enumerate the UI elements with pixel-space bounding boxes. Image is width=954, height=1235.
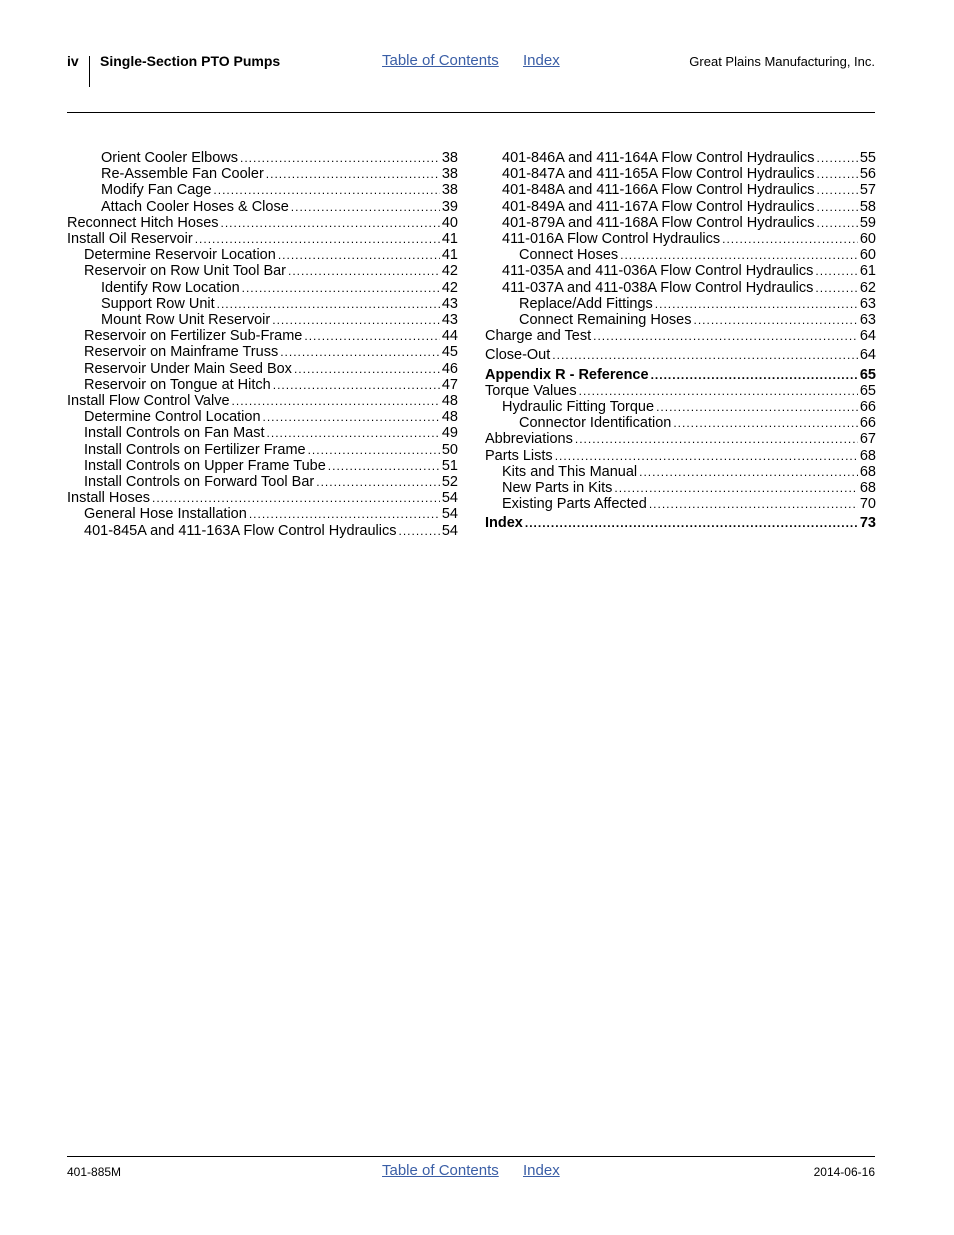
toc-entry[interactable] [485, 199, 876, 215]
toc-entry-page: 46 [441, 360, 458, 377]
footer-index-link[interactable]: Index [523, 1162, 560, 1179]
toc-entry[interactable] [485, 496, 876, 512]
toc-entry-label: Connect Remaining Hoses [519, 312, 692, 329]
toc-entry-label: Reconnect Hitch Hoses [67, 214, 219, 231]
toc-leader-dots [816, 182, 857, 198]
toc-entry-label: Appendix R - Reference [485, 366, 649, 383]
toc-entry-label: 401-847A and 411-165A Flow Control Hydraulics [502, 166, 815, 183]
toc-entry-page: 48 [441, 393, 458, 410]
toc-leader-dots [816, 199, 857, 215]
toc-entry-page: 57 [859, 182, 876, 199]
toc-entry[interactable] [485, 312, 876, 328]
toc-entry[interactable] [485, 231, 876, 247]
toc-entry-label: Attach Cooler Hoses & Close [101, 198, 289, 215]
toc-entry-label: Orient Cooler Elbows [101, 150, 238, 166]
toc-entry[interactable] [67, 458, 458, 474]
toc-leader-dots [242, 280, 440, 296]
toc-entry[interactable] [485, 328, 876, 344]
toc-entry-page: 60 [859, 247, 876, 264]
toc-entry-label: Hydraulic Fitting Torque [502, 399, 655, 416]
toc-leader-dots [195, 231, 440, 247]
toc-entry[interactable] [485, 247, 876, 263]
toc-entry-label: Identify Row Location [101, 279, 240, 296]
toc-entry-label: Connector Identification [519, 415, 672, 432]
toc-entry-label: Abbreviations [485, 431, 573, 448]
toc-entry[interactable] [485, 431, 876, 447]
toc-entry-page: 47 [441, 376, 458, 393]
document-number: 401-885M [67, 1165, 122, 1179]
toc-entry-label: Charge and Test [485, 328, 592, 345]
toc-entry[interactable] [67, 425, 458, 441]
company-name: Great Plains Manufacturing, Inc. [689, 54, 875, 69]
toc-entry-label: Install Oil Reservoir [67, 231, 193, 248]
toc-entry-label: Install Controls on Forward Tool Bar [84, 474, 315, 491]
toc-entry-label: Modify Fan Cage [101, 182, 212, 199]
toc-entry-label: Install Controls on Upper Frame Tube [84, 457, 326, 474]
toc-entry-label: Install Controls on Fan Mast [84, 425, 265, 442]
header-rule [67, 112, 875, 113]
toc-entry-label: 401-845A and 411-163A Flow Control Hydraulics [84, 522, 397, 539]
toc-leader-dots [579, 383, 858, 399]
toc-entry[interactable] [485, 464, 876, 480]
toc-entry-label: Torque Values [485, 382, 577, 399]
toc-entry-page: 68 [859, 463, 876, 480]
toc-entry[interactable] [67, 150, 458, 166]
toc-leader-dots [525, 515, 858, 531]
footer-toc-link[interactable]: Table of Contents [382, 1162, 499, 1179]
toc-leader-dots [273, 377, 440, 393]
toc-entry-page: 68 [859, 447, 876, 464]
toc-leader-dots [316, 474, 440, 490]
toc-leader-dots [266, 166, 440, 182]
toc-entry-page: 54 [441, 506, 458, 523]
toc-entry[interactable] [67, 377, 458, 393]
header-toc-link[interactable]: Table of Contents [382, 52, 499, 69]
toc-leader-dots [656, 399, 858, 415]
document-title: Single-Section PTO Pumps [100, 53, 281, 69]
toc-entry-label: Index [485, 515, 523, 532]
toc-entry-page: 43 [441, 312, 458, 329]
toc-entry-label: 411-035A and 411-036A Flow Control Hydraulics [502, 263, 814, 280]
toc-leader-dots [240, 150, 440, 166]
toc-entry-page: 39 [441, 198, 458, 215]
toc-entry-label: Reservoir Under Main Seed Box [84, 360, 292, 377]
toc-leader-dots [651, 367, 858, 383]
toc-leader-dots [328, 458, 440, 474]
toc-leader-dots [308, 442, 440, 458]
toc-entry-label: General Hose Installation [84, 506, 247, 523]
toc-entry-page: 43 [441, 295, 458, 312]
toc-entry-page: 73 [859, 515, 876, 532]
toc-entry-page: 66 [859, 399, 876, 416]
toc-entry[interactable] [67, 280, 458, 296]
toc-entry-page: 44 [441, 328, 458, 345]
toc-leader-dots [815, 280, 857, 296]
toc-leader-dots [272, 312, 440, 328]
toc-entry[interactable] [485, 448, 876, 464]
toc-entry-page: 60 [859, 231, 876, 248]
header-index-link[interactable]: Index [523, 52, 560, 69]
toc-entry-page: 58 [859, 198, 876, 215]
toc-entry-label: 401-846A and 411-164A Flow Control Hydraulics [502, 150, 815, 166]
toc-entry-label: Existing Parts Affected [502, 496, 647, 513]
toc-entry-page: 48 [441, 409, 458, 426]
toc-leader-dots [816, 166, 857, 182]
toc-leader-dots [291, 199, 440, 215]
toc-entry-page: 65 [859, 366, 876, 383]
toc-entry[interactable] [67, 231, 458, 247]
toc-entry-label: Support Row Unit [101, 295, 215, 312]
toc-leader-dots [639, 464, 858, 480]
toc-leader-dots [552, 347, 858, 363]
toc-entry-page: 50 [441, 441, 458, 458]
toc-leader-dots [249, 506, 440, 522]
toc-leader-dots [263, 409, 440, 425]
toc-entry-page: 56 [859, 166, 876, 183]
toc-entry-page: 38 [441, 182, 458, 199]
toc-leader-dots [816, 150, 857, 166]
toc-entry-page: 67 [859, 431, 876, 448]
toc-leader-dots [593, 328, 858, 344]
toc-leader-dots [304, 328, 439, 344]
toc-entry-page: 64 [859, 347, 876, 364]
toc-entry-label: Determine Control Location [84, 409, 261, 426]
toc-leader-dots [278, 247, 440, 263]
toc-entry-page: 42 [441, 263, 458, 280]
toc-entry-page: 42 [441, 279, 458, 296]
toc-entry-label: 411-037A and 411-038A Flow Control Hydraulics [502, 279, 814, 296]
toc-entry-label: Parts Lists [485, 447, 553, 464]
toc-entry-page: 54 [441, 522, 458, 539]
header-divider [89, 56, 90, 87]
toc-entry[interactable] [67, 215, 458, 231]
toc-entry[interactable] [67, 328, 458, 344]
toc-entry[interactable] [67, 182, 458, 198]
toc-leader-dots [232, 393, 440, 409]
toc-leader-dots [213, 182, 439, 198]
toc-entry[interactable] [67, 490, 458, 506]
toc-entry[interactable] [485, 515, 876, 531]
toc-entry-label: Mount Row Unit Reservoir [101, 312, 271, 329]
toc-leader-dots [816, 215, 857, 231]
toc-leader-dots [673, 415, 858, 431]
toc-leader-dots [575, 431, 858, 447]
toc-entry[interactable] [67, 247, 458, 263]
footer-rule [67, 1156, 875, 1157]
toc-entry[interactable] [67, 296, 458, 312]
toc-leader-dots [649, 496, 858, 512]
toc-entry-label: Reservoir on Row Unit Tool Bar [84, 263, 287, 280]
toc-leader-dots [294, 361, 440, 377]
toc-entry[interactable] [485, 166, 876, 182]
toc-entry-page: 59 [859, 214, 876, 231]
toc-entry[interactable] [485, 263, 876, 279]
toc-entry-label: Install Hoses [67, 490, 151, 507]
document-date: 2014-06-16 [813, 1165, 875, 1179]
toc-entry-page: 63 [859, 312, 876, 329]
toc-left-column [67, 150, 458, 539]
toc-leader-dots [620, 247, 858, 263]
page-number: iv [67, 53, 79, 69]
toc-entry-label: Reservoir on Tongue at Hitch [84, 376, 271, 393]
toc-entry-page: 61 [859, 263, 876, 280]
toc-entry-label: Install Controls on Fertilizer Frame [84, 441, 306, 458]
toc-entry[interactable] [67, 409, 458, 425]
toc-entry[interactable] [67, 523, 458, 539]
toc-entry-page: 54 [441, 490, 458, 507]
toc-entry-label: 411-016A Flow Control Hydraulics [502, 231, 721, 248]
toc-leader-dots [614, 480, 857, 496]
toc-leader-dots [280, 344, 440, 360]
toc-entry-page: 65 [859, 382, 876, 399]
toc-entry[interactable] [67, 166, 458, 182]
toc-entry[interactable] [485, 280, 876, 296]
toc-entry[interactable] [67, 312, 458, 328]
toc-entry[interactable] [67, 361, 458, 377]
toc-entry-page: 45 [441, 344, 458, 361]
toc-entry[interactable] [485, 367, 876, 383]
toc-leader-dots [555, 448, 858, 464]
toc-entry-label: Connect Hoses [519, 247, 619, 264]
toc-entry-page: 66 [859, 415, 876, 432]
toc-entry-label: Re-Assemble Fan Cooler [101, 166, 264, 183]
toc-entry-page: 49 [441, 425, 458, 442]
toc-entry-page: 41 [441, 247, 458, 264]
toc-entry-page: 38 [441, 166, 458, 183]
toc-entry-label: 401-849A and 411-167A Flow Control Hydraulics [502, 198, 815, 215]
toc-entry-label: Install Flow Control Valve [67, 393, 230, 410]
toc-entry-label: New Parts in Kits [502, 480, 613, 497]
toc-entry[interactable] [485, 182, 876, 198]
toc-entry-page: 40 [441, 214, 458, 231]
toc-leader-dots [815, 263, 857, 279]
toc-leader-dots [217, 296, 440, 312]
toc-entry-label: Reservoir on Mainframe Truss [84, 344, 279, 361]
toc-leader-dots [288, 263, 440, 279]
toc-entry-page: 52 [441, 474, 458, 491]
toc-entry[interactable] [67, 199, 458, 215]
toc-entry[interactable] [485, 215, 876, 231]
toc-entry-page: 64 [859, 328, 876, 345]
toc-entry-page: 68 [859, 480, 876, 497]
toc-entry-label: Replace/Add Fittings [519, 295, 653, 312]
toc-entry[interactable] [485, 480, 876, 496]
toc-entry-page: 51 [441, 457, 458, 474]
toc-entry-page: 62 [859, 279, 876, 296]
toc-entry-page: 41 [441, 231, 458, 248]
toc-entry[interactable] [67, 393, 458, 409]
toc-entry[interactable] [485, 296, 876, 312]
toc-entry[interactable] [485, 150, 876, 166]
toc-leader-dots [655, 296, 858, 312]
toc-entry[interactable] [485, 399, 876, 415]
toc-leader-dots [398, 523, 439, 539]
toc-entry-page: 70 [859, 496, 876, 513]
toc-entry[interactable] [485, 415, 876, 431]
toc-leader-dots [267, 425, 440, 441]
toc-entry-label: Reservoir on Fertilizer Sub-Frame [84, 328, 303, 345]
toc-leader-dots [152, 490, 440, 506]
toc-entry-label: Determine Reservoir Location [84, 247, 276, 264]
toc-entry[interactable] [67, 263, 458, 279]
toc-right-column [485, 150, 876, 532]
toc-entry-page: 38 [441, 150, 458, 166]
toc-entry-page: 55 [859, 150, 876, 166]
toc-entry[interactable] [485, 383, 876, 399]
toc-entry-label: 401-848A and 411-166A Flow Control Hydraulics [502, 182, 815, 199]
toc-entry-page: 63 [859, 295, 876, 312]
toc-entry-label: 401-879A and 411-168A Flow Control Hydraulics [502, 214, 815, 231]
toc-entry[interactable] [67, 474, 458, 490]
toc-entry-label: Kits and This Manual [502, 463, 638, 480]
toc-leader-dots [221, 215, 440, 231]
toc-leader-dots [693, 312, 857, 328]
toc-leader-dots [722, 231, 858, 247]
toc-entry[interactable] [67, 506, 458, 522]
toc-entry[interactable] [67, 344, 458, 360]
toc-entry[interactable] [485, 347, 876, 363]
toc-entry[interactable] [67, 442, 458, 458]
toc-entry-label: Close-Out [485, 347, 551, 364]
